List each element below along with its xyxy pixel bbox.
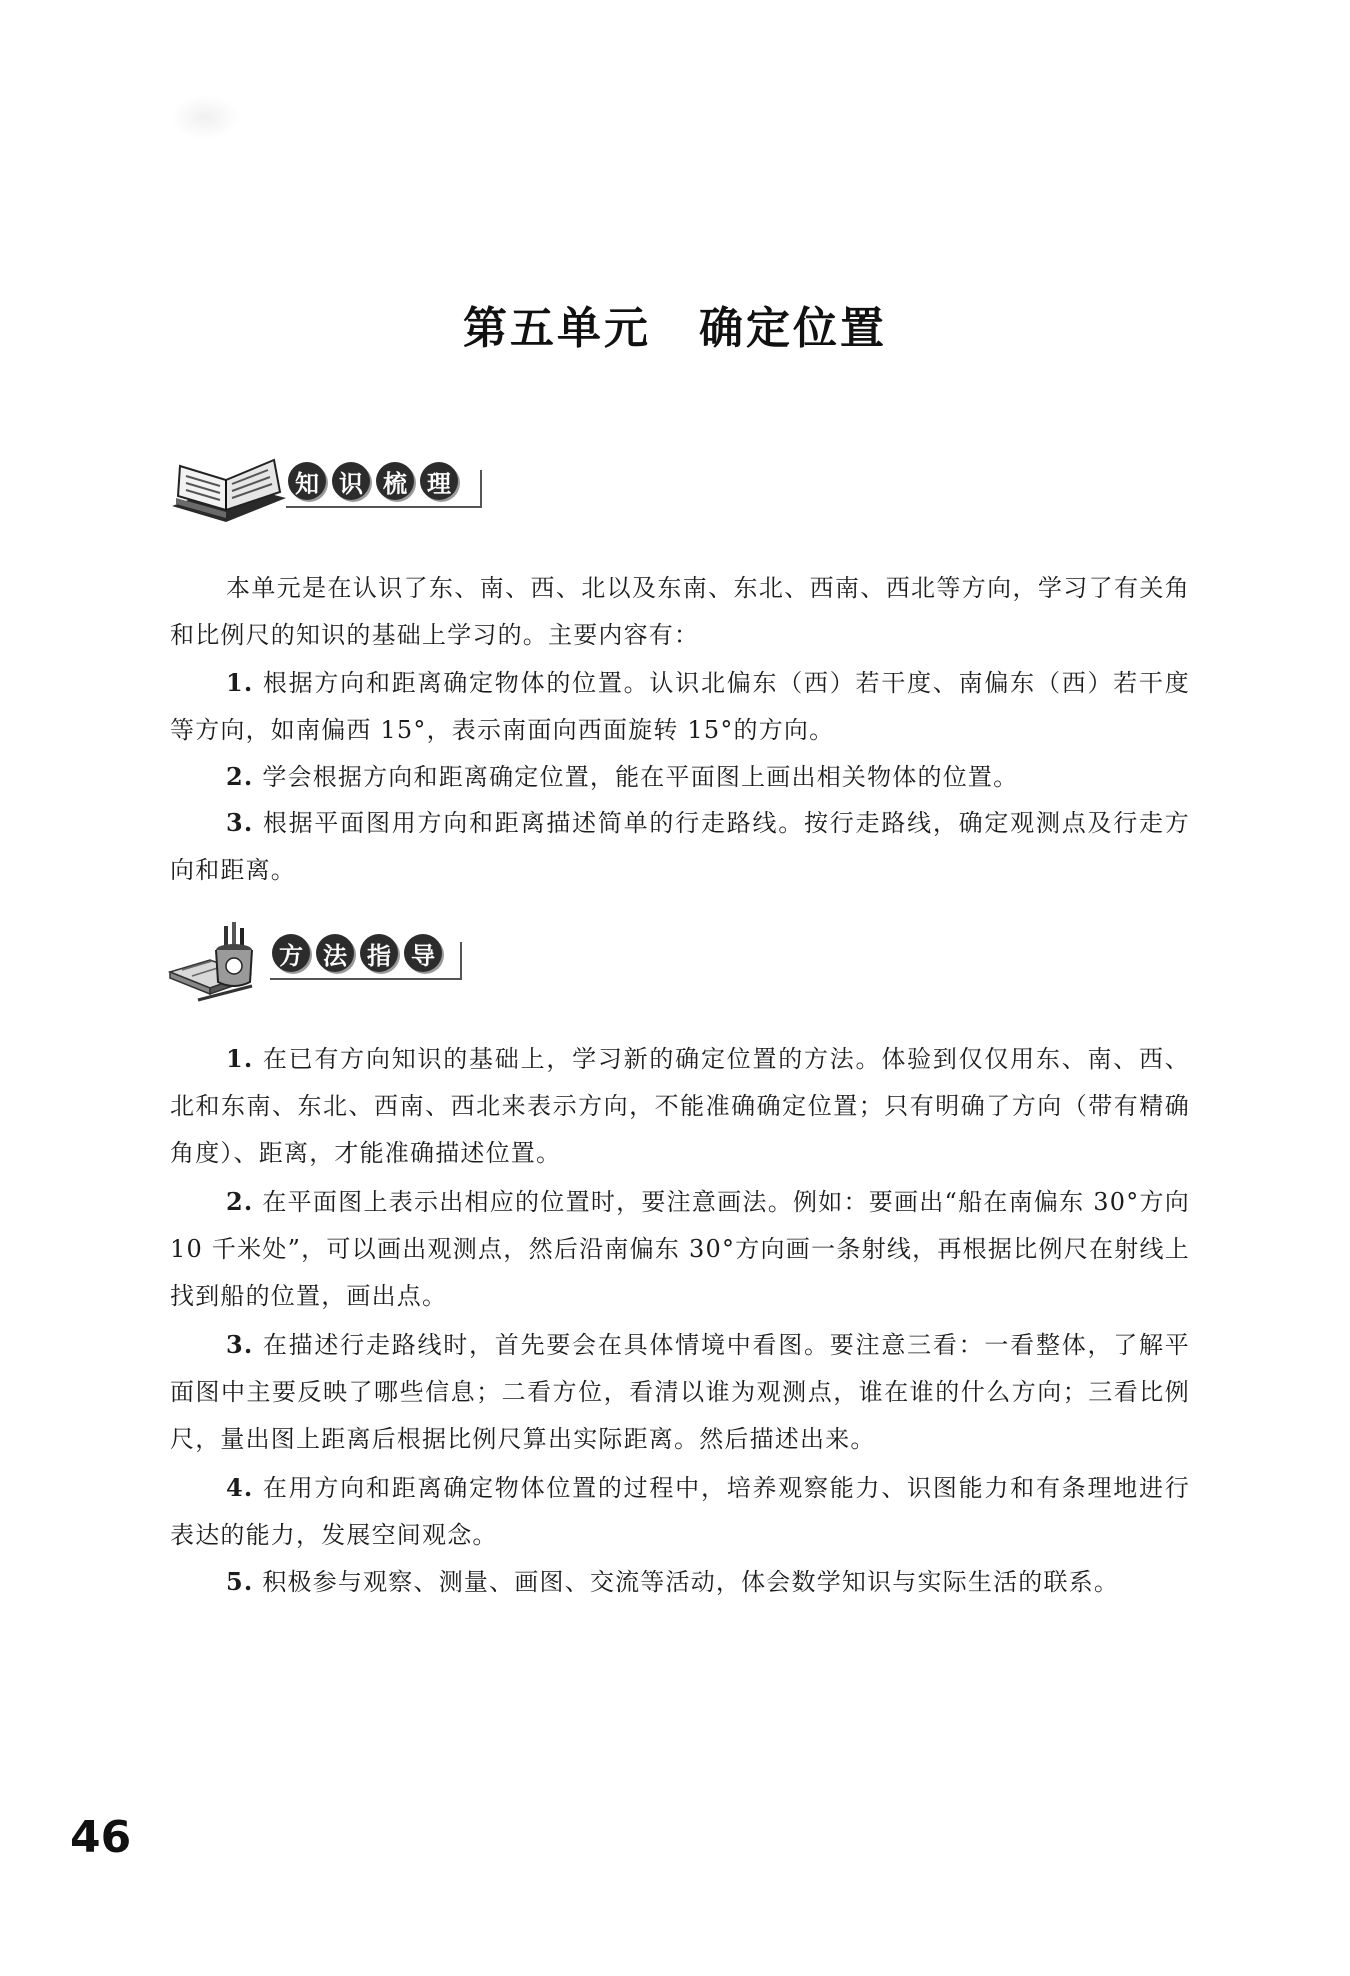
item-number: 3. [226, 1330, 254, 1359]
open-book-icon [168, 448, 288, 526]
header-char: 识 [332, 462, 370, 500]
header-underline [286, 506, 482, 508]
item-text: 在平面图上表示出相应的位置时，要注意画法。例如：要画出“船在南偏东 30°方向 10 千米处”，可以画出观测点，然后沿南偏东 30°方向画一条射线，再根据比例尺在射线上找到船的位置，画出点。 [170, 1188, 1190, 1310]
method-item-5 [170, 1558, 1190, 1606]
item-number: 1. [226, 1044, 254, 1073]
item-number: 3. [226, 808, 254, 837]
unit-title [0, 292, 1350, 356]
item-number: 2. [226, 1187, 254, 1216]
method-section-header [168, 920, 468, 1000]
knowledge-intro: 本单元是在认识了东、南、西、北以及东南、东北、西南、西北等方向，学习了有关角和比例尺的知识的基础上学习的。主要内容有： [170, 574, 1190, 649]
knowledge-section-header [168, 448, 488, 528]
item-text: 在已有方向知识的基础上，学习新的确定位置的方法。体验到仅仅用东、南、西、北和东南、东北、西南、西北来表示方向，不能准确确定位置；只有明确了方向（带有精确角度）、距离，才能准确描述位置。 [170, 1045, 1190, 1167]
page-number: 46 [70, 1812, 132, 1863]
unit-number: 第五单元 [463, 303, 651, 354]
item-text: 根据方向和距离确定物体的位置。认识北偏东（西）若干度、南偏东（西）若干度等方向，如南偏西 15°，表示南面向西面旋转 15°的方向。 [170, 669, 1190, 744]
unit-name: 确定位置 [699, 303, 887, 354]
item-number: 4. [226, 1473, 254, 1502]
item-number: 2. [226, 762, 254, 791]
header-bracket [480, 470, 482, 508]
header-underline [270, 978, 462, 980]
header-char: 知 [288, 462, 326, 500]
knowledge-item-2 [170, 753, 1190, 801]
item-text: 在描述行走路线时，首先要会在具体情境中看图。要注意三看：一看整体，了解平面图中主要反映了哪些信息；二看方位，看清以谁为观测点，谁在谁的什么方向；三看比例尺，量出图上距离后根据比例尺算出实际距离。然后描述出来。 [170, 1331, 1190, 1453]
knowledge-item-3 [170, 799, 1190, 894]
item-number: 5. [226, 1567, 254, 1596]
item-text: 积极参与观察、测量、画图、交流等活动，体会数学知识与实际生活的联系。 [262, 1568, 1120, 1596]
item-number: 1. [226, 668, 254, 697]
item-text: 在用方向和距离确定物体位置的过程中，培养观察能力、识图能力和有条理地进行表达的能力，发展空间观念。 [170, 1474, 1190, 1549]
item-text: 学会根据方向和距离确定位置，能在平面图上画出相关物体的位置。 [262, 763, 1019, 791]
header-char: 方 [272, 934, 310, 972]
header-char: 梳 [376, 462, 414, 500]
header-bracket [460, 942, 462, 980]
header-char: 法 [316, 934, 354, 972]
method-item-4 [170, 1464, 1190, 1559]
header-char: 理 [420, 462, 458, 500]
item-text: 根据平面图用方向和距离描述简单的行走路线。按行走路线，确定观测点及行走方向和距离。 [170, 809, 1190, 884]
knowledge-item-1 [170, 659, 1190, 754]
header-char: 指 [360, 934, 398, 972]
pencil-cup-icon [168, 920, 268, 1006]
method-item-1 [170, 1035, 1190, 1177]
header-char: 导 [404, 934, 442, 972]
method-item-3 [170, 1321, 1190, 1463]
scan-smudge [170, 95, 240, 140]
method-item-2 [170, 1178, 1190, 1320]
